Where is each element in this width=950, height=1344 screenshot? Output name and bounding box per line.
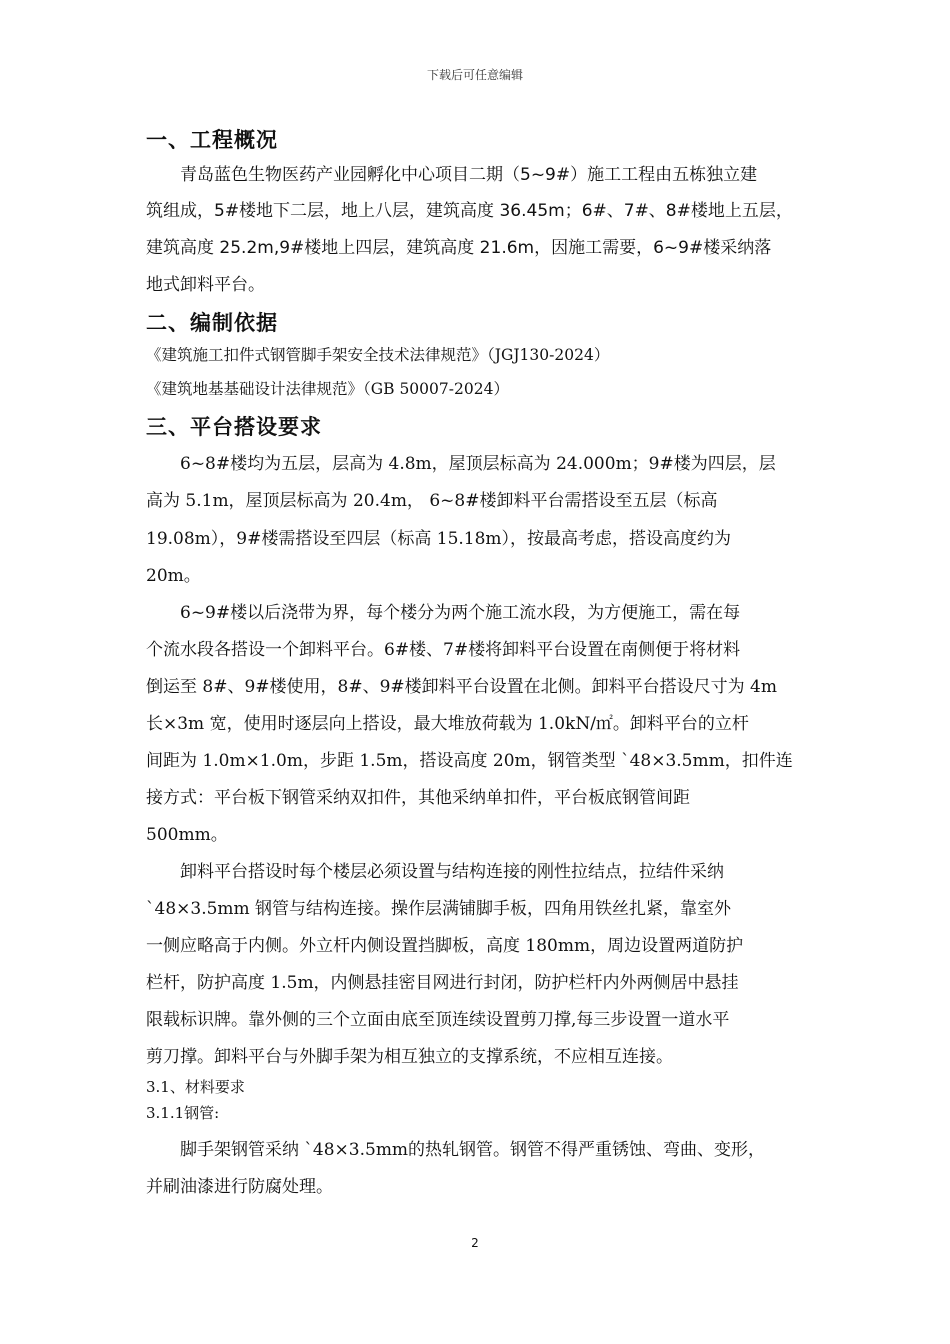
section3-para2-line-3: 倒运至 8#、9#楼使用，8#、9#楼卸料平台设置在北侧。卸料平台搭设尺寸为 4m: [146, 677, 777, 697]
section3-para4-line-1: 脚手架钢管采纳 `48×3.5mm的热轧钢管。钢管不得严重锈蚀、弯曲、变形，: [180, 1140, 766, 1160]
section3-para3-line-2: `48×3.5mm 钢管与结构连接。操作层满铺脚手板，四角用铁丝扎紧，靠室外: [146, 899, 732, 919]
header-note: 下载后可任意编辑: [426, 68, 523, 82]
section3-para2-line-2: 个流水段各搭设一个卸料平台。6#楼、7#楼将卸料平台设置在南侧便于将材料: [146, 640, 741, 660]
section3-para4-line-2: 并刷油漆进行防腐处理。: [146, 1177, 333, 1197]
section3-para2-line-5: 间距为 1.0m×1.0m，步距 1.5m，搭设高度 20m，钢管类型 `48×3.5mm，扣件连: [146, 751, 793, 771]
section1-line-3: 建筑高度 25.2m,9#楼地上四层，建筑高度 21.6m，因施工需要，6~9#楼采纳落: [146, 238, 772, 258]
section3-para3-line-5: 限载标识牌。靠外侧的三个立面由底至顶连续设置剪刀撑,每三步设置一道水平: [146, 1010, 730, 1030]
section3-heading: 三、平台搭设要求: [146, 415, 322, 439]
section3-para1-line-4: 20m。: [146, 566, 201, 586]
section3-para3-line-3: 一侧应略高于内侧。外立杆内侧设置挡脚板，高度 180mm，周边设置两道防护: [146, 936, 744, 956]
section3-para2-line-7: 500mm。: [146, 825, 228, 845]
page-number: 2: [471, 1236, 479, 1250]
section2-heading: 二、编制依据: [146, 311, 278, 335]
section3-para1-line-3: 19.08m），9#楼需搭设至四层（标高 15.18m），按最高考虑，搭设高度约为: [146, 529, 732, 549]
section3-para2-line-1: 6~9#楼以后浇带为界，每个楼分为两个施工流水段，为方便施工，需在每: [180, 603, 741, 623]
section1-line-2: 筑组成，5#楼地下二层，地上八层，建筑高度 36.45m；6#、7#、8#楼地上五层，: [146, 201, 793, 221]
section1-line-4: 地式卸料平台。: [146, 275, 265, 295]
section1-line-1: 青岛蓝色生物医药产业园孵化中心项目二期（5~9#）施工工程由五栋独立建: [180, 165, 758, 185]
subsection-3-1-1: 3.1.1钢管:: [146, 1104, 220, 1122]
section2-line-1: 《建筑施工扣件式钢管脚手架安全技术法律规范》（JGJ130-2024）: [146, 346, 610, 364]
section3-para2-line-4: 长×3m 宽，使用时逐层向上搭设，最大堆放荷载为 1.0kN/㎡。卸料平台的立杆: [146, 714, 749, 734]
section3-para1-line-2: 高为 5.1m，屋顶层标高为 20.4m， 6~8#楼卸料平台需搭设至五层（标高: [146, 491, 718, 511]
section3-para3-line-4: 栏杆，防护高度 1.5m，内侧悬挂密目网进行封闭，防护栏杆内外两侧居中悬挂: [146, 973, 739, 993]
section3-para3-line-6: 剪刀撑。卸料平台与外脚手架为相互独立的支撑系统，不应相互连接。: [146, 1047, 673, 1067]
subsection-3-1: 3.1、材料要求: [146, 1078, 245, 1096]
section3-para1-line-1: 6~8#楼均为五层，层高为 4.8m，屋顶层标高为 24.000m；9#楼为四层，层: [180, 454, 776, 474]
section3-para3-line-1: 卸料平台搭设时每个楼层必须设置与结构连接的刚性拉结点，拉结件采纳: [180, 862, 724, 882]
section2-line-2: 《建筑地基基础设计法律规范》（GB 50007-2024）: [146, 380, 509, 398]
section1-heading: 一、工程概况: [146, 128, 278, 152]
section3-para2-line-6: 接方式：平台板下钢管采纳双扣件，其他采纳单扣件，平台板底钢管间距: [146, 788, 690, 808]
